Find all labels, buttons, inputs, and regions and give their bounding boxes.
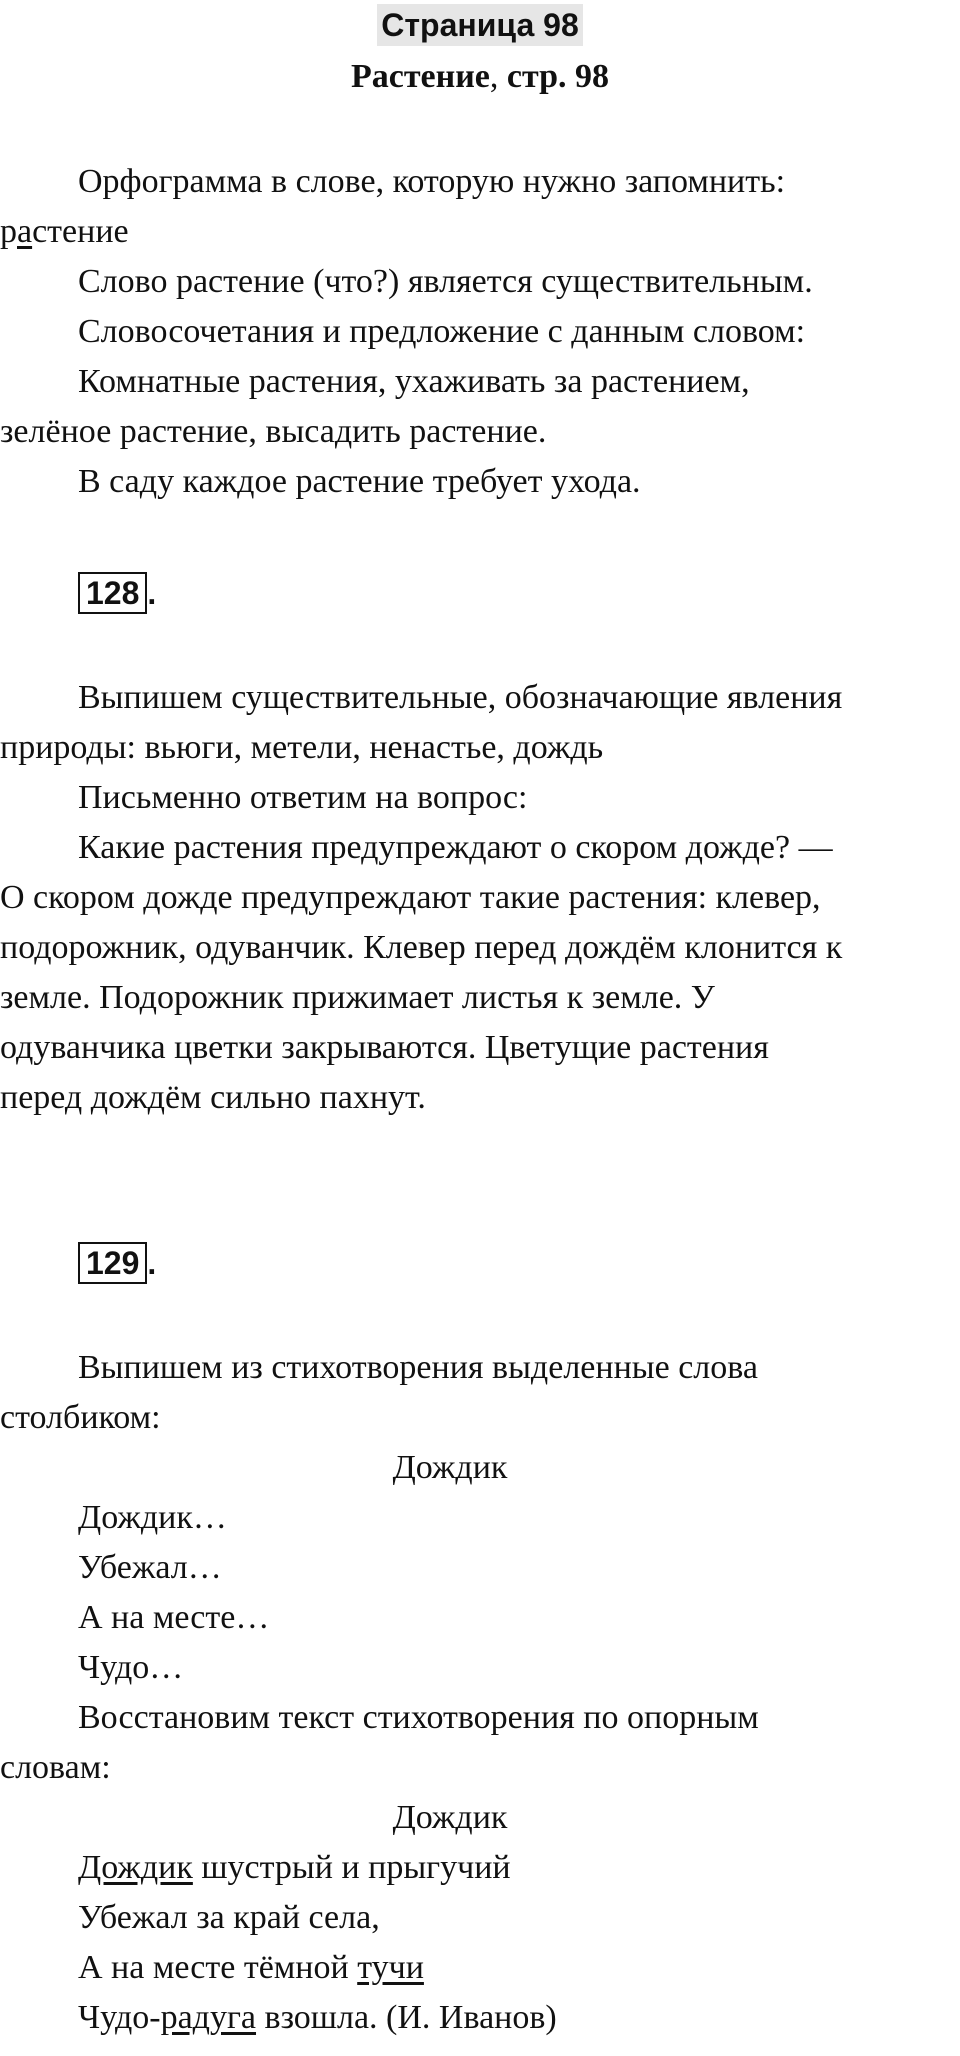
poem-text: шустрый и прыгучий bbox=[192, 1849, 511, 1886]
exercise-number-dot: . bbox=[147, 1245, 157, 1281]
spelling-word-part: р bbox=[0, 213, 17, 250]
ex128-text-line: Письменно ответим на вопрос: bbox=[78, 779, 528, 816]
word-text-line: Орфограмма в слове, которую нужно запомнить: bbox=[78, 163, 786, 200]
word-text-line: Комнатные растения, ухаживать за растением, bbox=[78, 363, 750, 400]
exercise-129-badge bbox=[78, 1242, 156, 1284]
poem-underlined-word: радуга bbox=[160, 1999, 257, 2036]
poem-keyword: Убежал… bbox=[78, 1549, 222, 1586]
exercise-128-badge bbox=[78, 572, 156, 614]
spelling-word-part: стение bbox=[32, 213, 129, 250]
ex128-text-line: подорожник, одуванчик. Клевер перед дождём клонится к bbox=[0, 929, 843, 966]
poem-underlined-word: тучи bbox=[357, 1949, 424, 1986]
poem-title: Дождик bbox=[392, 1799, 508, 1836]
ex128-text-line: природы: вьюги, метели, ненастье, дождь bbox=[0, 729, 604, 766]
word-text-line: Слово растение (что?) является существительным. bbox=[78, 263, 813, 300]
lesson-word: Растение bbox=[350, 58, 490, 95]
page-number-label: Страница 98 bbox=[377, 4, 582, 46]
poem-keyword: А на месте… bbox=[78, 1599, 270, 1636]
poem-text: взошла. (И. Иванов) bbox=[256, 1999, 557, 2036]
poem-line: Убежал за край села, bbox=[78, 1899, 380, 1936]
poem-line bbox=[78, 1946, 424, 1990]
lesson-page: стр. 98 bbox=[498, 58, 610, 95]
spelling-word bbox=[0, 210, 129, 254]
word-text-line: зелёное растение, высадить растение. bbox=[0, 413, 547, 450]
ex128-text-line: перед дождём сильно пахнут. bbox=[0, 1079, 426, 1116]
poem-text: Чудо- bbox=[78, 1999, 161, 2036]
ex129-text-line: словам: bbox=[0, 1749, 111, 1786]
ex128-text-line: Выпишем существительные, обозначающие явления bbox=[78, 679, 843, 716]
spelling-underlined-vowel: а bbox=[17, 213, 33, 250]
page-header bbox=[0, 4, 960, 46]
lesson-title bbox=[0, 56, 960, 98]
ex129-text-line: столбиком: bbox=[0, 1399, 161, 1436]
ex128-text-line: земле. Подорожник прижимает листья к земле. У bbox=[0, 979, 715, 1016]
poem-underlined-word: Дождик bbox=[78, 1849, 193, 1886]
poem-title: Дождик bbox=[392, 1449, 508, 1486]
exercise-number-box: 129 bbox=[78, 1242, 147, 1284]
word-text-line: Словосочетания и предложение с данным словом: bbox=[78, 313, 806, 350]
poem-line bbox=[78, 1846, 511, 1890]
ex128-text-line: одуванчика цветки закрываются. Цветущие растения bbox=[0, 1029, 769, 1066]
poem-keyword: Дождик… bbox=[78, 1499, 227, 1536]
poem-text: А на месте тёмной bbox=[78, 1949, 358, 1986]
poem-line bbox=[78, 1996, 557, 2040]
ex129-text-line: Выпишем из стихотворения выделенные слова bbox=[78, 1349, 758, 1386]
exercise-number-dot: . bbox=[147, 575, 157, 611]
exercise-number-box: 128 bbox=[78, 572, 147, 614]
ex129-text-line: Восстановим текст стихотворения по опорным bbox=[78, 1699, 759, 1736]
lesson-title-comma: , bbox=[489, 58, 499, 95]
ex128-text-line: Какие растения предупреждают о скором дожде? — bbox=[78, 829, 833, 866]
ex128-text-line: О скором дожде предупреждают такие растения: клевер, bbox=[0, 879, 821, 916]
word-text-line: В саду каждое растение требует ухода. bbox=[78, 463, 641, 500]
poem-keyword: Чудо… bbox=[78, 1649, 184, 1686]
